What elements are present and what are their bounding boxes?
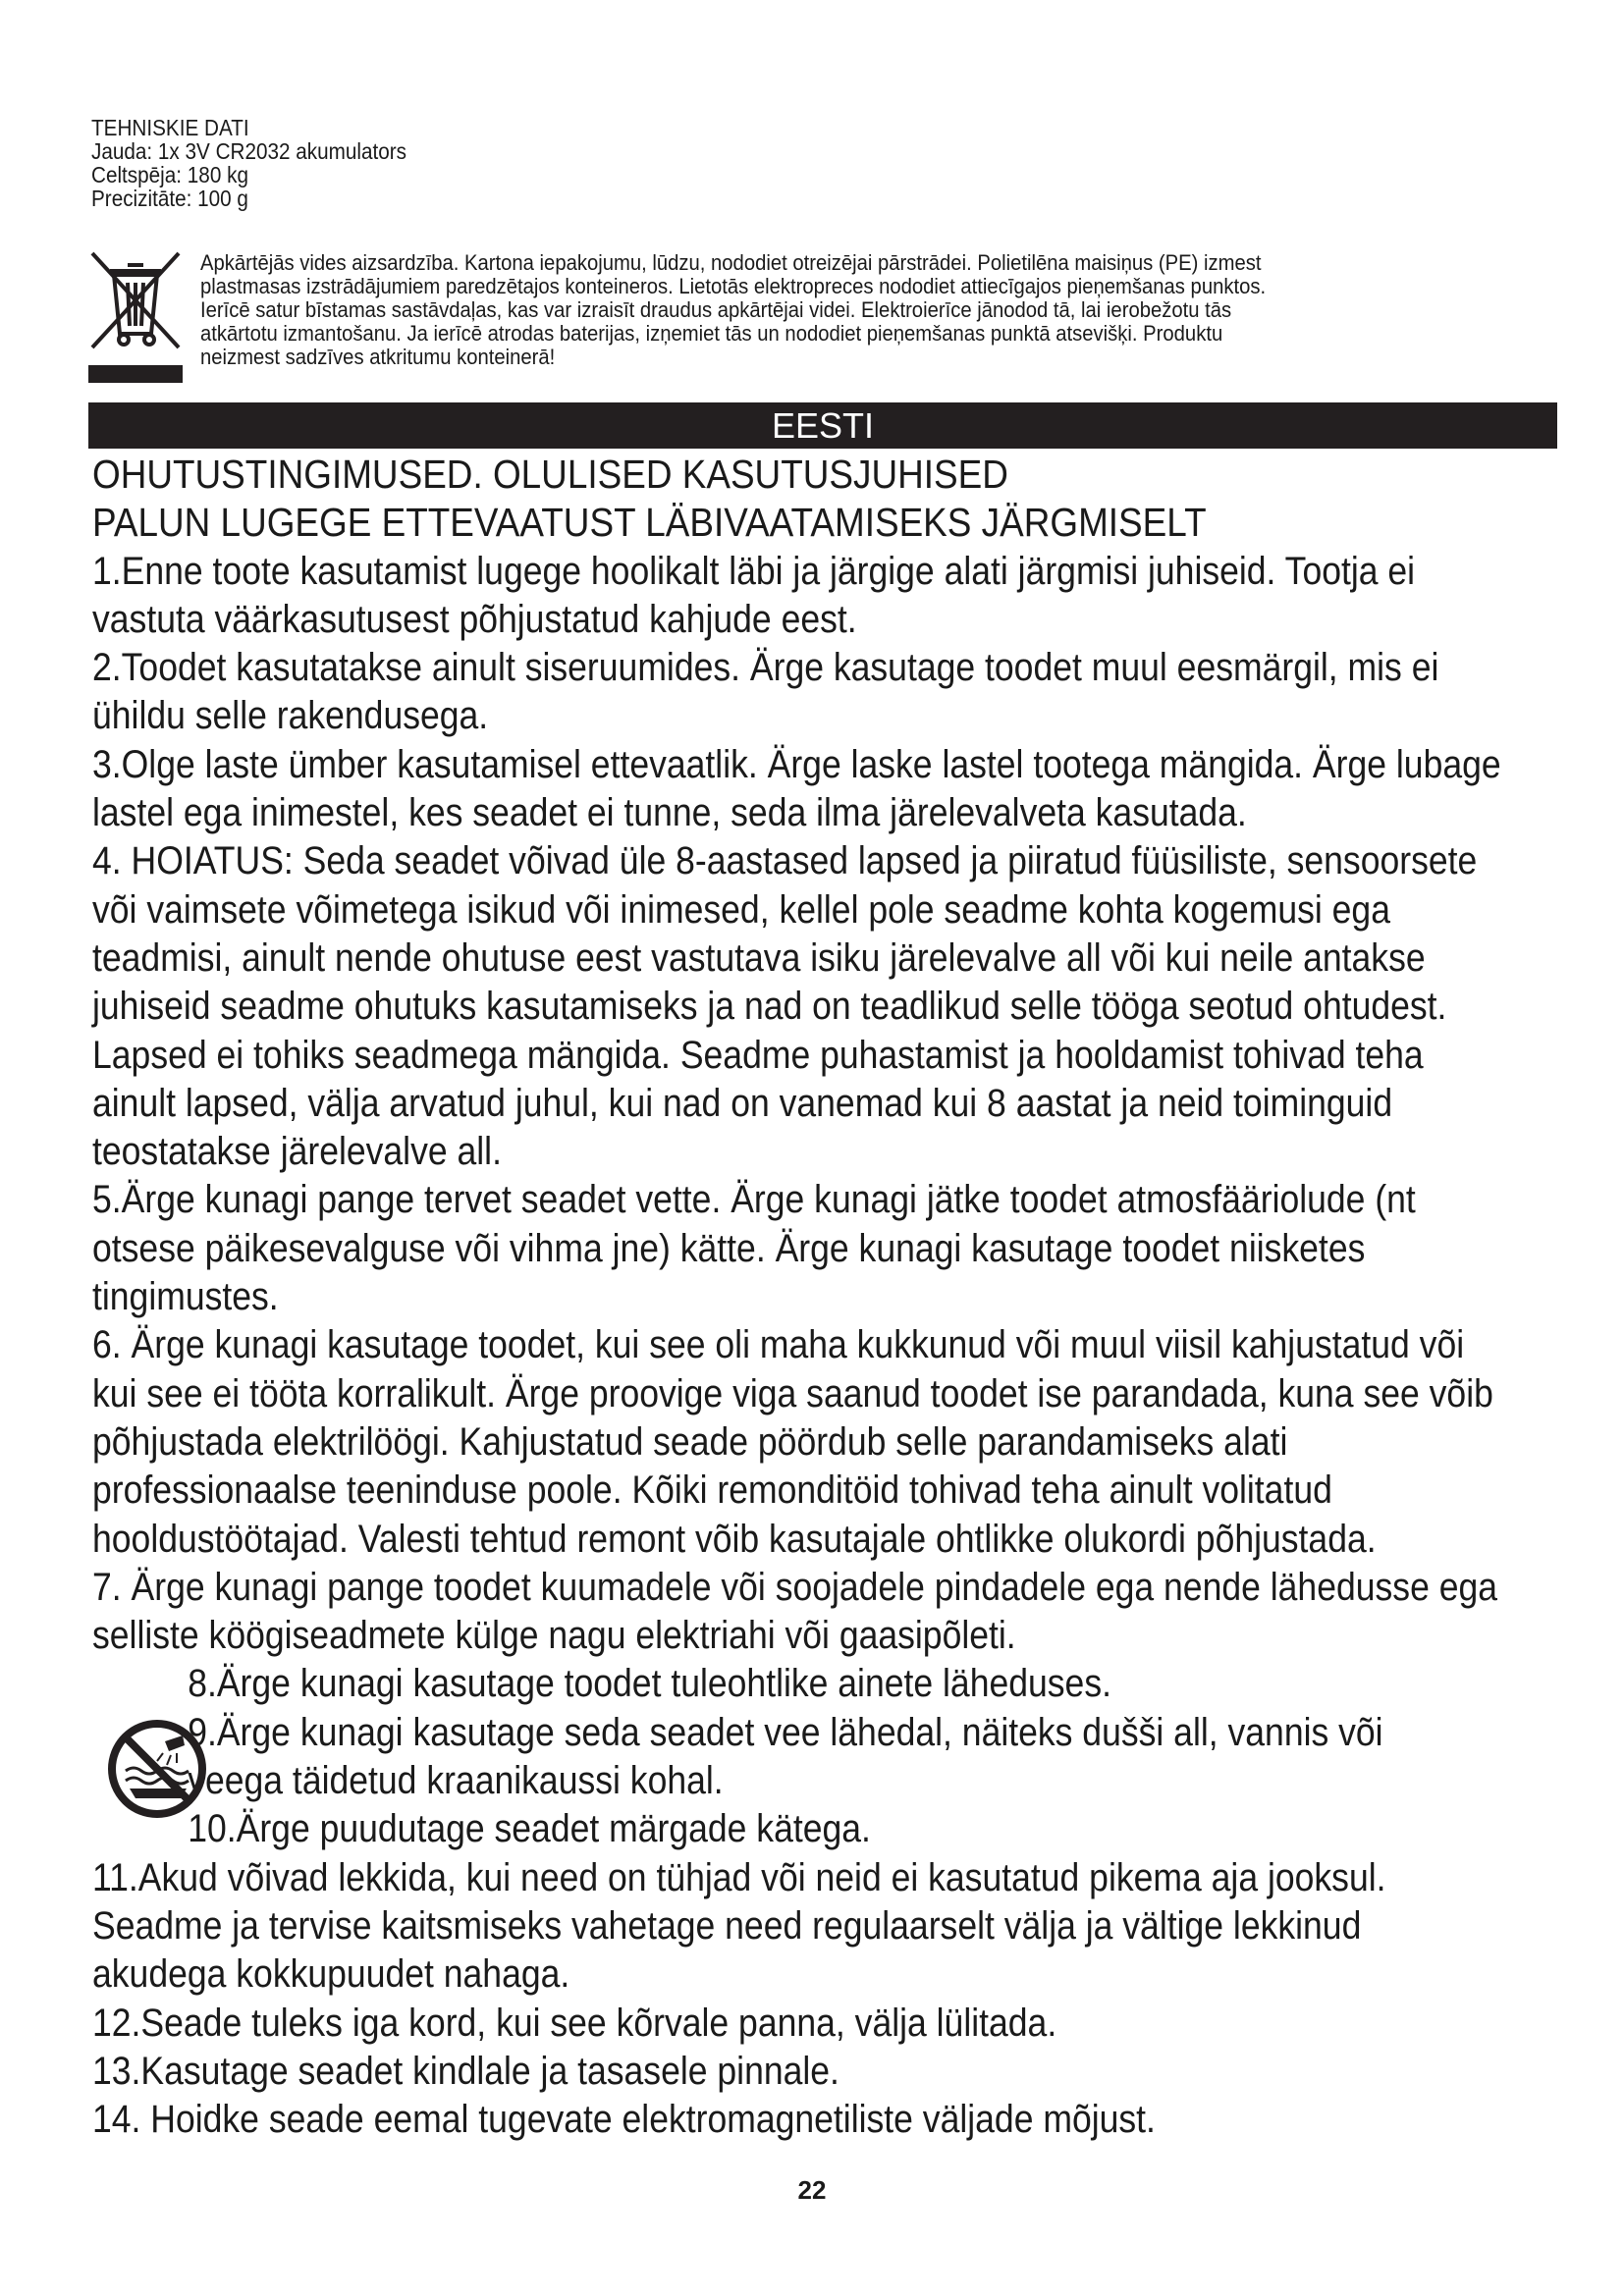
tech-specs xyxy=(91,116,710,210)
instruction-line: või vaimsete võimetega isikud või inimesed, kellel pole seadme kohta kogemusi ega xyxy=(92,887,1390,932)
instruction-line: Lapsed ei tohiks seadmega mängida. Seadme puhastamist ja hooldamist tohivad teha xyxy=(92,1033,1424,1077)
instruction-line: hooldustöötajad. Valesti tehtud remont võib kasutajale ohtlikke olukordi põhjustada. xyxy=(92,1517,1377,1561)
tech-spec-line: Celtspēja: 180 kg xyxy=(91,162,248,187)
instruction-line-indented: 9.Ärge kunagi kasutage seda seadet vee lähedal, näiteks dušši all, vannis või xyxy=(188,1710,1383,1754)
instruction-line: 7. Ärge kunagi pange toodet kuumadele või soojadele pindadele ega nende lähedusse ega xyxy=(92,1565,1498,1609)
instruction-line: tingimustes. xyxy=(92,1275,279,1319)
instruction-line: lastel ega inimestel, kes seadet ei tunne, seda ilma järelevalveta kasutada. xyxy=(92,791,1247,835)
instruction-line: 12.Seade tuleks iga kord, kui see kõrvale panna, välja lülitada. xyxy=(92,2001,1057,2045)
section-banner: EESTI xyxy=(88,402,1557,449)
instruction-line: teostatakse järelevalve all. xyxy=(92,1130,502,1174)
instruction-line-indented: veega täidetud kraanikaussi kohal. xyxy=(188,1759,724,1803)
safety-heading: OHUTUSTINGIMUSED. OLULISED KASUTUSJUHISED xyxy=(92,452,1008,497)
safety-subheading: PALUN LUGEGE ETTEVAATUST LÄBIVAATAMISEKS JÄRGMISELT xyxy=(92,500,1207,546)
instruction-line: põhjustada elektrilöögi. Kahjustatud seade pöördub selle parandamiseks alati xyxy=(92,1419,1288,1464)
instruction-line: professionaalse teeninduse poole. Kõiki remonditöid tohivad teha ainult volitatud xyxy=(92,1468,1332,1513)
instruction-line-indented: 8.Ärge kunagi kasutage toodet tuleohtlike ainete läheduses. xyxy=(188,1662,1111,1706)
instruction-line: otsese päikesevalguse või vihma jne) kätte. Ärge kunagi kasutage toodet niisketes xyxy=(92,1226,1366,1270)
instruction-line: ühildu selle rakendusega. xyxy=(92,694,489,738)
instruction-line: 13.Kasutage seadet kindlale ja tasasele pinnale. xyxy=(92,2049,839,2093)
instruction-line: Seadme ja tervise kaitsmiseks vahetage need regulaarselt välja ja vältige lekkinud xyxy=(92,1903,1362,1948)
instruction-line: akudega kokkupuudet nahaga. xyxy=(92,1952,570,1997)
instruction-line: 2.Toodet kasutatakse ainult siseruumides. Ärge kasutage toodet muul eesmärgil, mis ei xyxy=(92,646,1439,690)
instruction-line: 6. Ärge kunagi kasutage toodet, kui see oli maha kukkunud või muul viisil kahjustatud või xyxy=(92,1323,1465,1367)
instruction-line-indented: 10.Ärge puudutage seadet märgade kätega. xyxy=(188,1807,871,1851)
instruction-line: teadmisi, ainult nende ohutuse eest vastutava isiku järelevalve all või kui neile antakse xyxy=(92,935,1426,980)
tech-spec-line: Jauda: 1x 3V CR2032 akumulators xyxy=(91,138,407,164)
instruction-line: kui see ei tööta korralikult. Ärge proovige viga saanud toodet ise parandada, kuna see võib xyxy=(92,1371,1493,1415)
instruction-line: 5.Ärge kunagi pange tervet seadet vette. Ärge kunagi jätke toodet atmosfääriolude (nt xyxy=(92,1178,1416,1222)
instruction-line: 11.Akud võivad lekkida, kui need on tühjad või neid ei kasutatud pikema aja jooksul. xyxy=(92,1855,1386,1899)
page-number: 22 xyxy=(797,2175,827,2205)
safety-instructions xyxy=(92,451,1550,2144)
instruction-line: ainult lapsed, välja arvatud juhul, kui nad on vanemad kui 8 aastat ja neid toiminguid xyxy=(92,1081,1393,1125)
instruction-line: vastuta väärkasutusest põhjustatud kahjude eest. xyxy=(92,597,857,641)
crossed-wheelie-bin-icon xyxy=(88,249,183,387)
tech-spec-line: Precizitāte: 100 g xyxy=(91,186,248,211)
instruction-line: 4. HOIATUS: Seda seadet võivad üle 8-aastased lapsed ja piiratud füüsiliste, sensoorsete xyxy=(92,839,1478,883)
environment-notice: Apkārtējās vides aizsardzība. Kartona iepakojumu, lūdzu, nododiet otreizējai pārstrādei. Polietilēna maisiņus (PE) izmest plastmasas izstrādājumiem paredzētajos konteineros. Lietotās elektropreces nododiet attiecīgajos pieņemšanas punktos. Ierīcē satur bīstamas sastāvdaļas, kas var izraisīt draudus apkārtējai videi. Elektroierīce jānodod tā, lai ierobežotu tās atkārtotu izmantošanu. Ja ierīcē atrodas baterijas, izņemiet tās un nododiet pieņemšanas punktā atsevišķi. Produktu neizmest sadzīves atkritumu konteinerā! xyxy=(200,250,1267,369)
instruction-line: juhiseid seadme ohutuks kasutamiseks ja nad on teadlikud selle tööga seotud ohtudest. xyxy=(92,985,1447,1029)
instruction-line: 1.Enne toote kasutamist lugege hoolikalt läbi ja järgige alati järgmisi juhiseid. Tootja ei xyxy=(92,549,1416,593)
instruction-line: selliste köögiseadmete külge nagu elektriahi või gaasipõleti. xyxy=(92,1614,1016,1658)
tech-specs-heading: TEHNISKIE DATI xyxy=(91,115,249,140)
no-water-use-icon xyxy=(102,1716,213,1822)
instruction-line: 14. Hoidke seade eemal tugevate elektromagnetiliste väljade mõjust. xyxy=(92,2098,1156,2142)
instruction-line: 3.Olge laste ümber kasutamisel ettevaatlik. Ärge laske lastel tootega mängida. Ärge lubage xyxy=(92,742,1501,786)
